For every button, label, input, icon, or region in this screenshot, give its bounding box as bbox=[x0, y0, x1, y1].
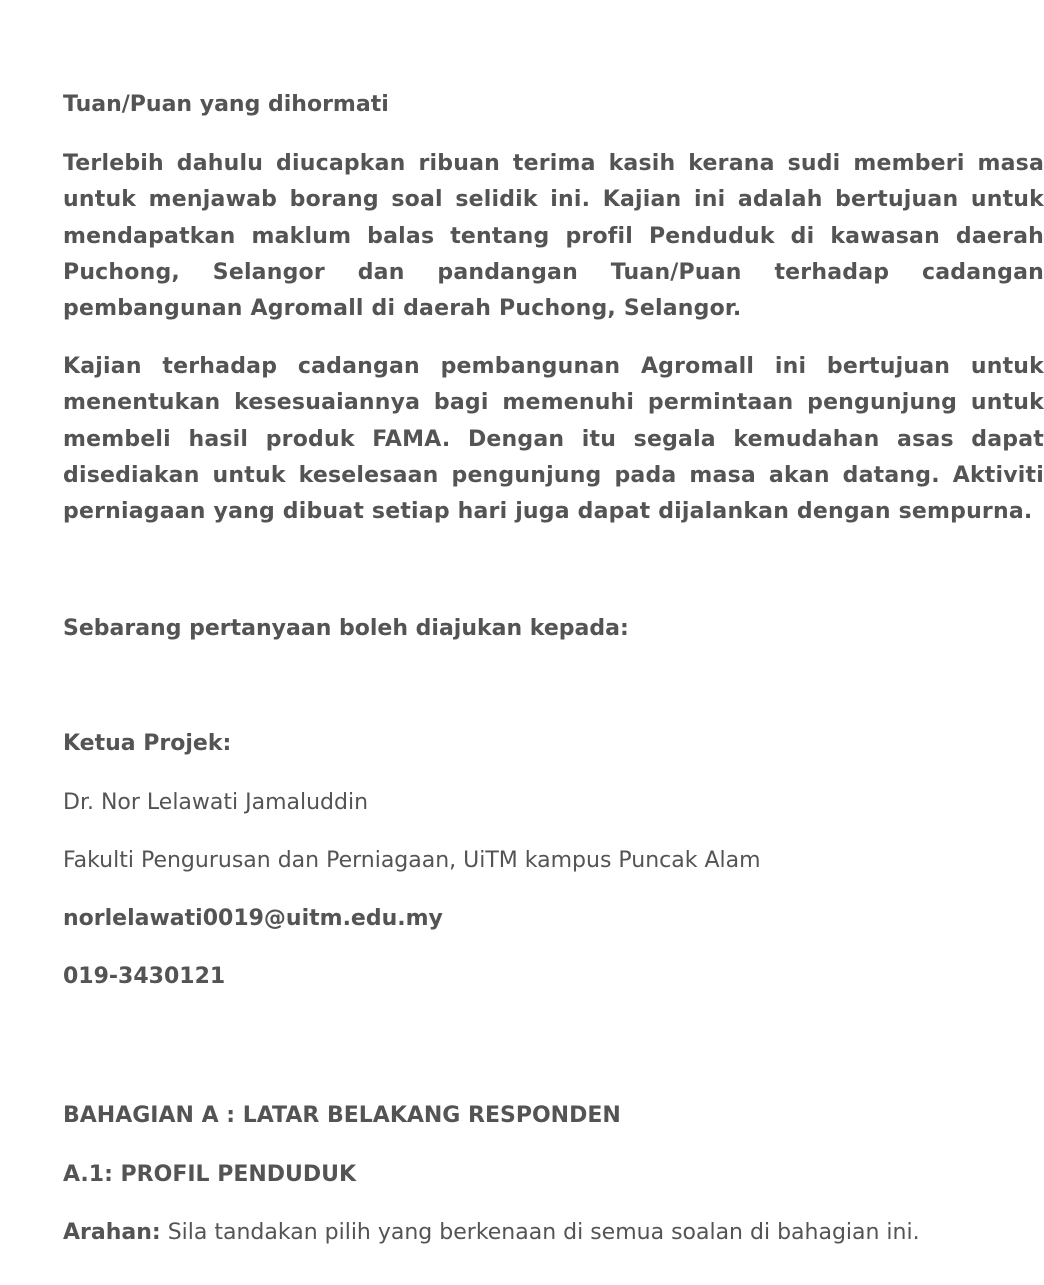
contact-heading: Ketua Projek: bbox=[63, 731, 232, 756]
instruction bbox=[63, 1220, 920, 1245]
contact-faculty: Fakulti Pengurusan dan Perniagaan, UiTM kampus Puncak Alam bbox=[63, 848, 761, 873]
contact-phone: 019-3430121 bbox=[63, 964, 226, 989]
contact-name: Dr. Nor Lelawati Jamaluddin bbox=[63, 790, 369, 815]
contact-email[interactable]: norlelawati0019@uitm.edu.my bbox=[63, 906, 443, 931]
inquiry-text: Sebarang pertanyaan boleh diajukan kepada: bbox=[63, 616, 629, 641]
purpose-paragraph: Kajian terhadap cadangan pembangunan Agromall ini bertujuan untuk menentukan kesesuaiannya bagi memenuhi permintaan pengunjung untuk membeli hasil produk FAMA. Dengan itu segala kemudahan asas dapat disediakan untuk keselesaan pengunjung pada masa akan datang. Aktiviti perniagaan yang dibuat setiap hari juga dapat dijalankan dengan sempurna. bbox=[63, 354, 1044, 525]
instruction-label: Arahan: bbox=[63, 1220, 161, 1245]
section-subtitle: A.1: PROFIL PENDUDUK bbox=[63, 1162, 357, 1187]
intro-paragraph: Terlebih dahulu diucapkan ribuan terima kasih kerana sudi memberi masa untuk menjawab borang soal selidik ini. Kajian ini adalah bertujuan untuk mendapatkan maklum balas tentang profil Penduduk di kawasan daerah Puchong, Selangor dan pandangan Tuan/Puan terhadap cadangan pembangunan Agromall di daerah Puchong, Selangor. bbox=[63, 151, 1044, 322]
section-title: BAHAGIAN A : LATAR BELAKANG RESPONDEN bbox=[63, 1103, 621, 1128]
instruction-text: Sila tandakan pilih yang berkenaan di semua soalan di bahagian ini. bbox=[160, 1220, 920, 1245]
greeting: Tuan/Puan yang dihormati bbox=[63, 92, 389, 117]
